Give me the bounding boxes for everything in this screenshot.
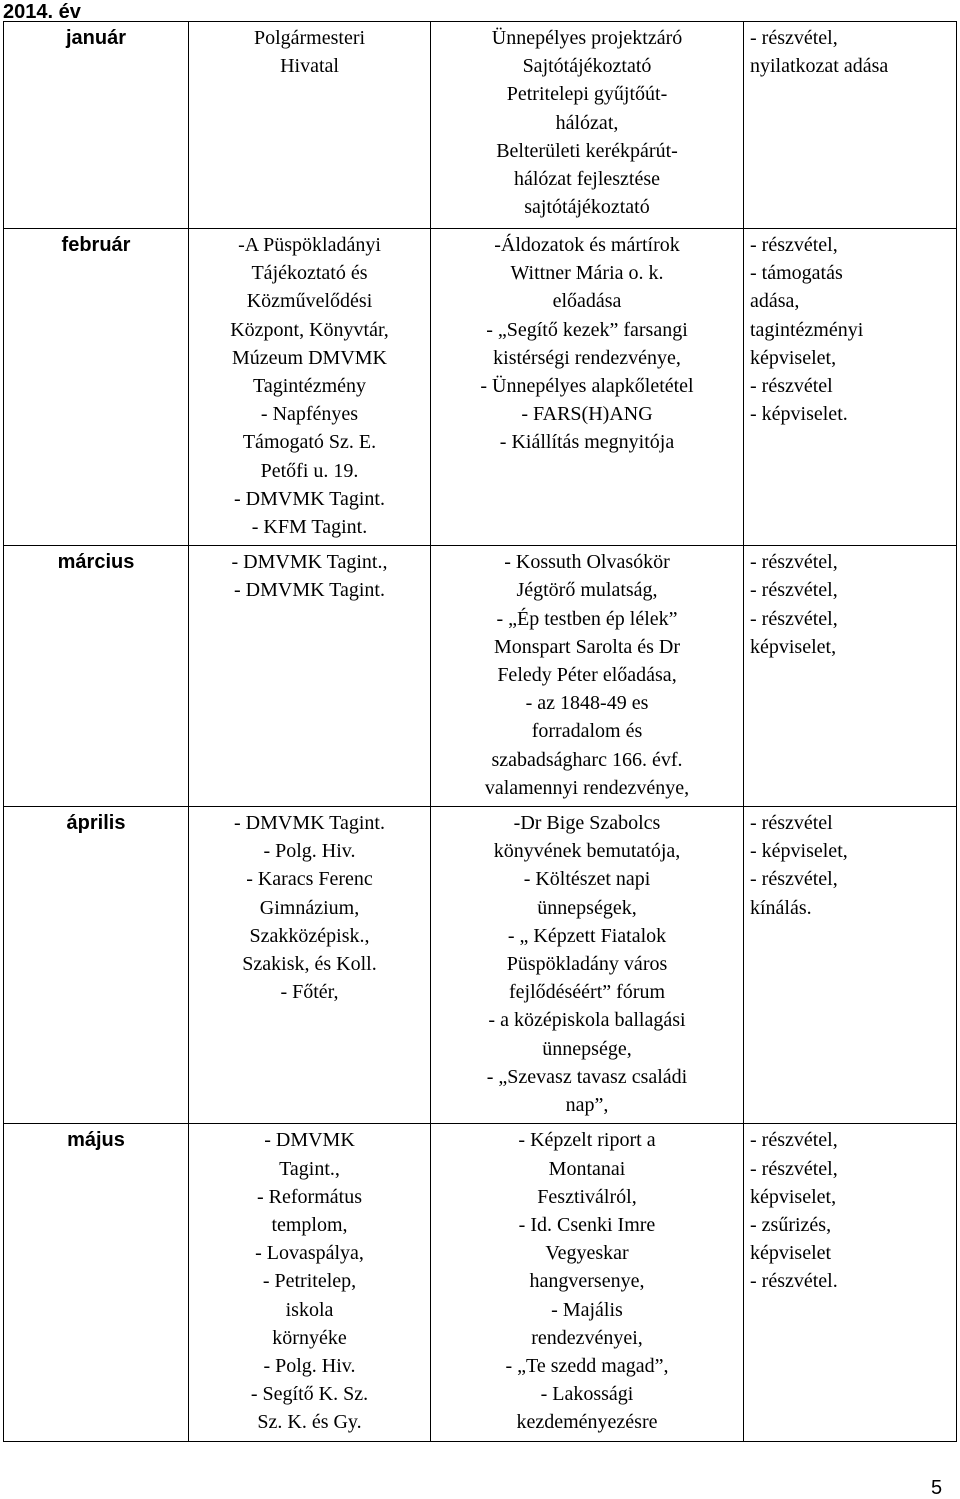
cell-line: Tagintézmény [253, 375, 366, 398]
cell-line: képviselet, [750, 635, 837, 658]
cell-line: - DMVMK Tagint. [233, 579, 385, 602]
cell-line: - FARS(H)ANG [521, 403, 653, 426]
cell-line: könyvének bemutatója, [493, 840, 681, 863]
cell-line: Polgármesteri [253, 27, 366, 49]
month-label: március [57, 551, 135, 574]
cell-line: sajtótájékoztató [524, 196, 650, 219]
page-number: 5 [931, 1477, 943, 1499]
cell-line: - Karacs Ferenc [246, 868, 373, 891]
cell-line: Szakközépisk., [249, 924, 370, 947]
month-cell [4, 546, 189, 807]
cell-line: -A Püspökladányi [238, 234, 381, 256]
cell-line: -Dr Bige Szabolcs [513, 812, 661, 835]
cell-line: - részvétel, [750, 868, 838, 891]
cell-line: kistérségi rendezvénye, [493, 346, 681, 369]
cell-line: fejlődéséért” fórum [508, 981, 666, 1004]
cell-line: Közművelődési [246, 290, 373, 313]
cell-line: képviselet, [750, 1185, 837, 1208]
cell-line: - DMVMK Tagint., [231, 551, 388, 574]
cell-line: - Református [257, 1185, 362, 1208]
cell-line: - részvétel [750, 375, 833, 398]
venue-cell [189, 229, 431, 546]
month-label: április [66, 812, 126, 835]
cell-line: - Petritelep, [262, 1270, 357, 1293]
table-row [4, 1124, 957, 1441]
cell-line: Ünnepélyes projektzáró [491, 27, 683, 49]
cell-line: kínálás. [750, 896, 812, 919]
month-cell [4, 807, 189, 1124]
cell-line: - részvétel, [750, 551, 838, 574]
cell-line: - Ünnepélyes alapkőletétel [480, 375, 694, 398]
cell-line: Hivatal [280, 55, 339, 78]
schedule-table [3, 21, 957, 1442]
venue-cell [189, 807, 431, 1124]
cell-line: - Kiállítás megnyitója [499, 431, 675, 454]
cell-line: Wittner Mária o. k. [510, 262, 664, 285]
cell-line: -Áldozatok és mártírok [494, 234, 680, 256]
cell-line: - részvétel, [750, 234, 838, 256]
cell-line: Gimnázium, [259, 896, 360, 919]
cell-line: - az 1848-49 es [525, 692, 649, 715]
cell-line: - részvétel, [750, 27, 838, 49]
event-cell [431, 546, 744, 807]
cell-line: - KFM Tagint. [251, 516, 368, 539]
event-cell [431, 1124, 744, 1441]
cell-line: - „Te szedd magad”, [505, 1354, 669, 1377]
cell-line: iskola [285, 1298, 334, 1321]
month-cell [4, 22, 189, 229]
venue-cell [189, 1124, 431, 1441]
cell-line: - „ Képzett Fiatalok [507, 924, 667, 947]
month-label: január [65, 27, 127, 49]
cell-line: Múzeum DMVMK [232, 346, 387, 369]
cell-line: - képviselet, [750, 840, 848, 863]
cell-line: - DMVMK Tagint. [233, 812, 385, 835]
role-cell [744, 807, 957, 1124]
cell-line: - részvétel [750, 812, 833, 835]
cell-line: - támogatás [750, 262, 843, 285]
cell-line: - részvétel. [750, 1270, 838, 1293]
cell-line: - részvétel, [750, 1129, 838, 1152]
cell-line: rendezvényei, [531, 1326, 643, 1349]
cell-line: képviselet, [750, 346, 837, 369]
cell-line: Petőfi u. 19. [260, 459, 359, 482]
month-cell [4, 229, 189, 546]
cell-line: - Polg. Hiv. [263, 1354, 356, 1377]
cell-line: szabadságharc 166. évf. [491, 748, 683, 771]
cell-line: Monspart Sarolta és Dr [493, 635, 681, 658]
cell-line: Montanai [548, 1157, 626, 1180]
cell-line: - „Ép testben ép lélek” [496, 607, 678, 630]
cell-line: ünnepségek, [537, 896, 637, 919]
cell-line: nyilatkozat adása [750, 55, 889, 78]
event-cell [431, 22, 744, 229]
cell-line: Sz. K. és Gy. [257, 1411, 362, 1434]
cell-line: - részvétel, [750, 607, 838, 630]
cell-line: hangversenye, [529, 1270, 645, 1293]
cell-line: - részvétel, [750, 579, 838, 602]
cell-line: Feledy Péter előadása, [497, 664, 677, 687]
cell-line: hálózat fejlesztése [513, 168, 661, 191]
table-row [4, 22, 957, 229]
year-heading: 2014. év [3, 1, 81, 23]
cell-line: Vegyeskar [545, 1242, 629, 1265]
cell-line: előadása [552, 290, 622, 313]
cell-line: hálózat, [555, 111, 619, 134]
cell-line: Sajtótájékoztató [522, 55, 652, 78]
event-cell [431, 229, 744, 546]
cell-line: Tájékoztató és [251, 262, 368, 285]
cell-line: Püspökladány város [506, 953, 668, 976]
role-cell [744, 229, 957, 546]
cell-line: - DMVMK [264, 1129, 355, 1152]
cell-line: Belterületi kerékpárút- [496, 139, 678, 162]
cell-line: - részvétel, [750, 1157, 838, 1180]
venue-cell [189, 546, 431, 807]
cell-line: - Napfényes [260, 403, 359, 426]
month-label: május [67, 1129, 125, 1152]
cell-line: - zsűrizés, [750, 1213, 832, 1236]
cell-line: - Főtér, [280, 981, 339, 1004]
cell-line: forradalom és [531, 720, 643, 743]
schedule-body [4, 22, 957, 1442]
cell-line: - a középiskola ballagási [488, 1009, 686, 1032]
cell-line: templom, [271, 1213, 348, 1236]
cell-line: adása, [750, 290, 800, 313]
cell-line: Tagint., [279, 1157, 340, 1180]
role-cell [744, 1124, 957, 1441]
cell-line: Jégtörő mulatság, [516, 579, 658, 602]
cell-line: - DMVMK Tagint. [233, 487, 385, 510]
cell-line: - Költészet napi [523, 868, 651, 891]
cell-line: Szakisk, és Koll. [242, 953, 377, 976]
venue-cell [189, 22, 431, 229]
cell-line: - Képzelt riport a [518, 1129, 656, 1152]
month-cell [4, 1124, 189, 1441]
cell-line: nap”, [565, 1094, 609, 1117]
cell-line: Központ, Könyvtár, [230, 318, 389, 341]
cell-line: Támogató Sz. E. [242, 431, 377, 454]
cell-line: képviselet [750, 1242, 832, 1265]
cell-line: ünnepsége, [542, 1037, 632, 1060]
cell-line: - „Segítő kezek” farsangi [486, 318, 688, 341]
cell-line: - képviselet. [750, 403, 848, 426]
role-cell [744, 22, 957, 229]
table-row [4, 229, 957, 546]
cell-line: - Majális [551, 1298, 623, 1321]
cell-line: - Lakossági [540, 1383, 634, 1406]
cell-line: valamennyi rendezvénye, [484, 776, 690, 799]
cell-line: - Polg. Hiv. [263, 840, 356, 863]
role-cell [744, 546, 957, 807]
cell-line: - Id. Csenki Imre [518, 1213, 656, 1236]
cell-line: Petritelepi gyűjtőút- [506, 83, 668, 106]
month-label: február [61, 234, 131, 256]
cell-line: - Lovaspálya, [255, 1242, 364, 1265]
cell-line: kezdeményezésre [516, 1411, 658, 1434]
cell-line: tagintézményi [750, 318, 864, 341]
cell-line: Fesztiválról, [537, 1185, 637, 1208]
table-row [4, 546, 957, 807]
table-row [4, 807, 957, 1124]
cell-line: - Kossuth Olvasókör [504, 551, 670, 574]
cell-line: környéke [272, 1326, 347, 1349]
cell-line: - „Szevasz tavasz családi [486, 1065, 688, 1088]
event-cell [431, 807, 744, 1124]
cell-line: - Segítő K. Sz. [250, 1383, 369, 1406]
